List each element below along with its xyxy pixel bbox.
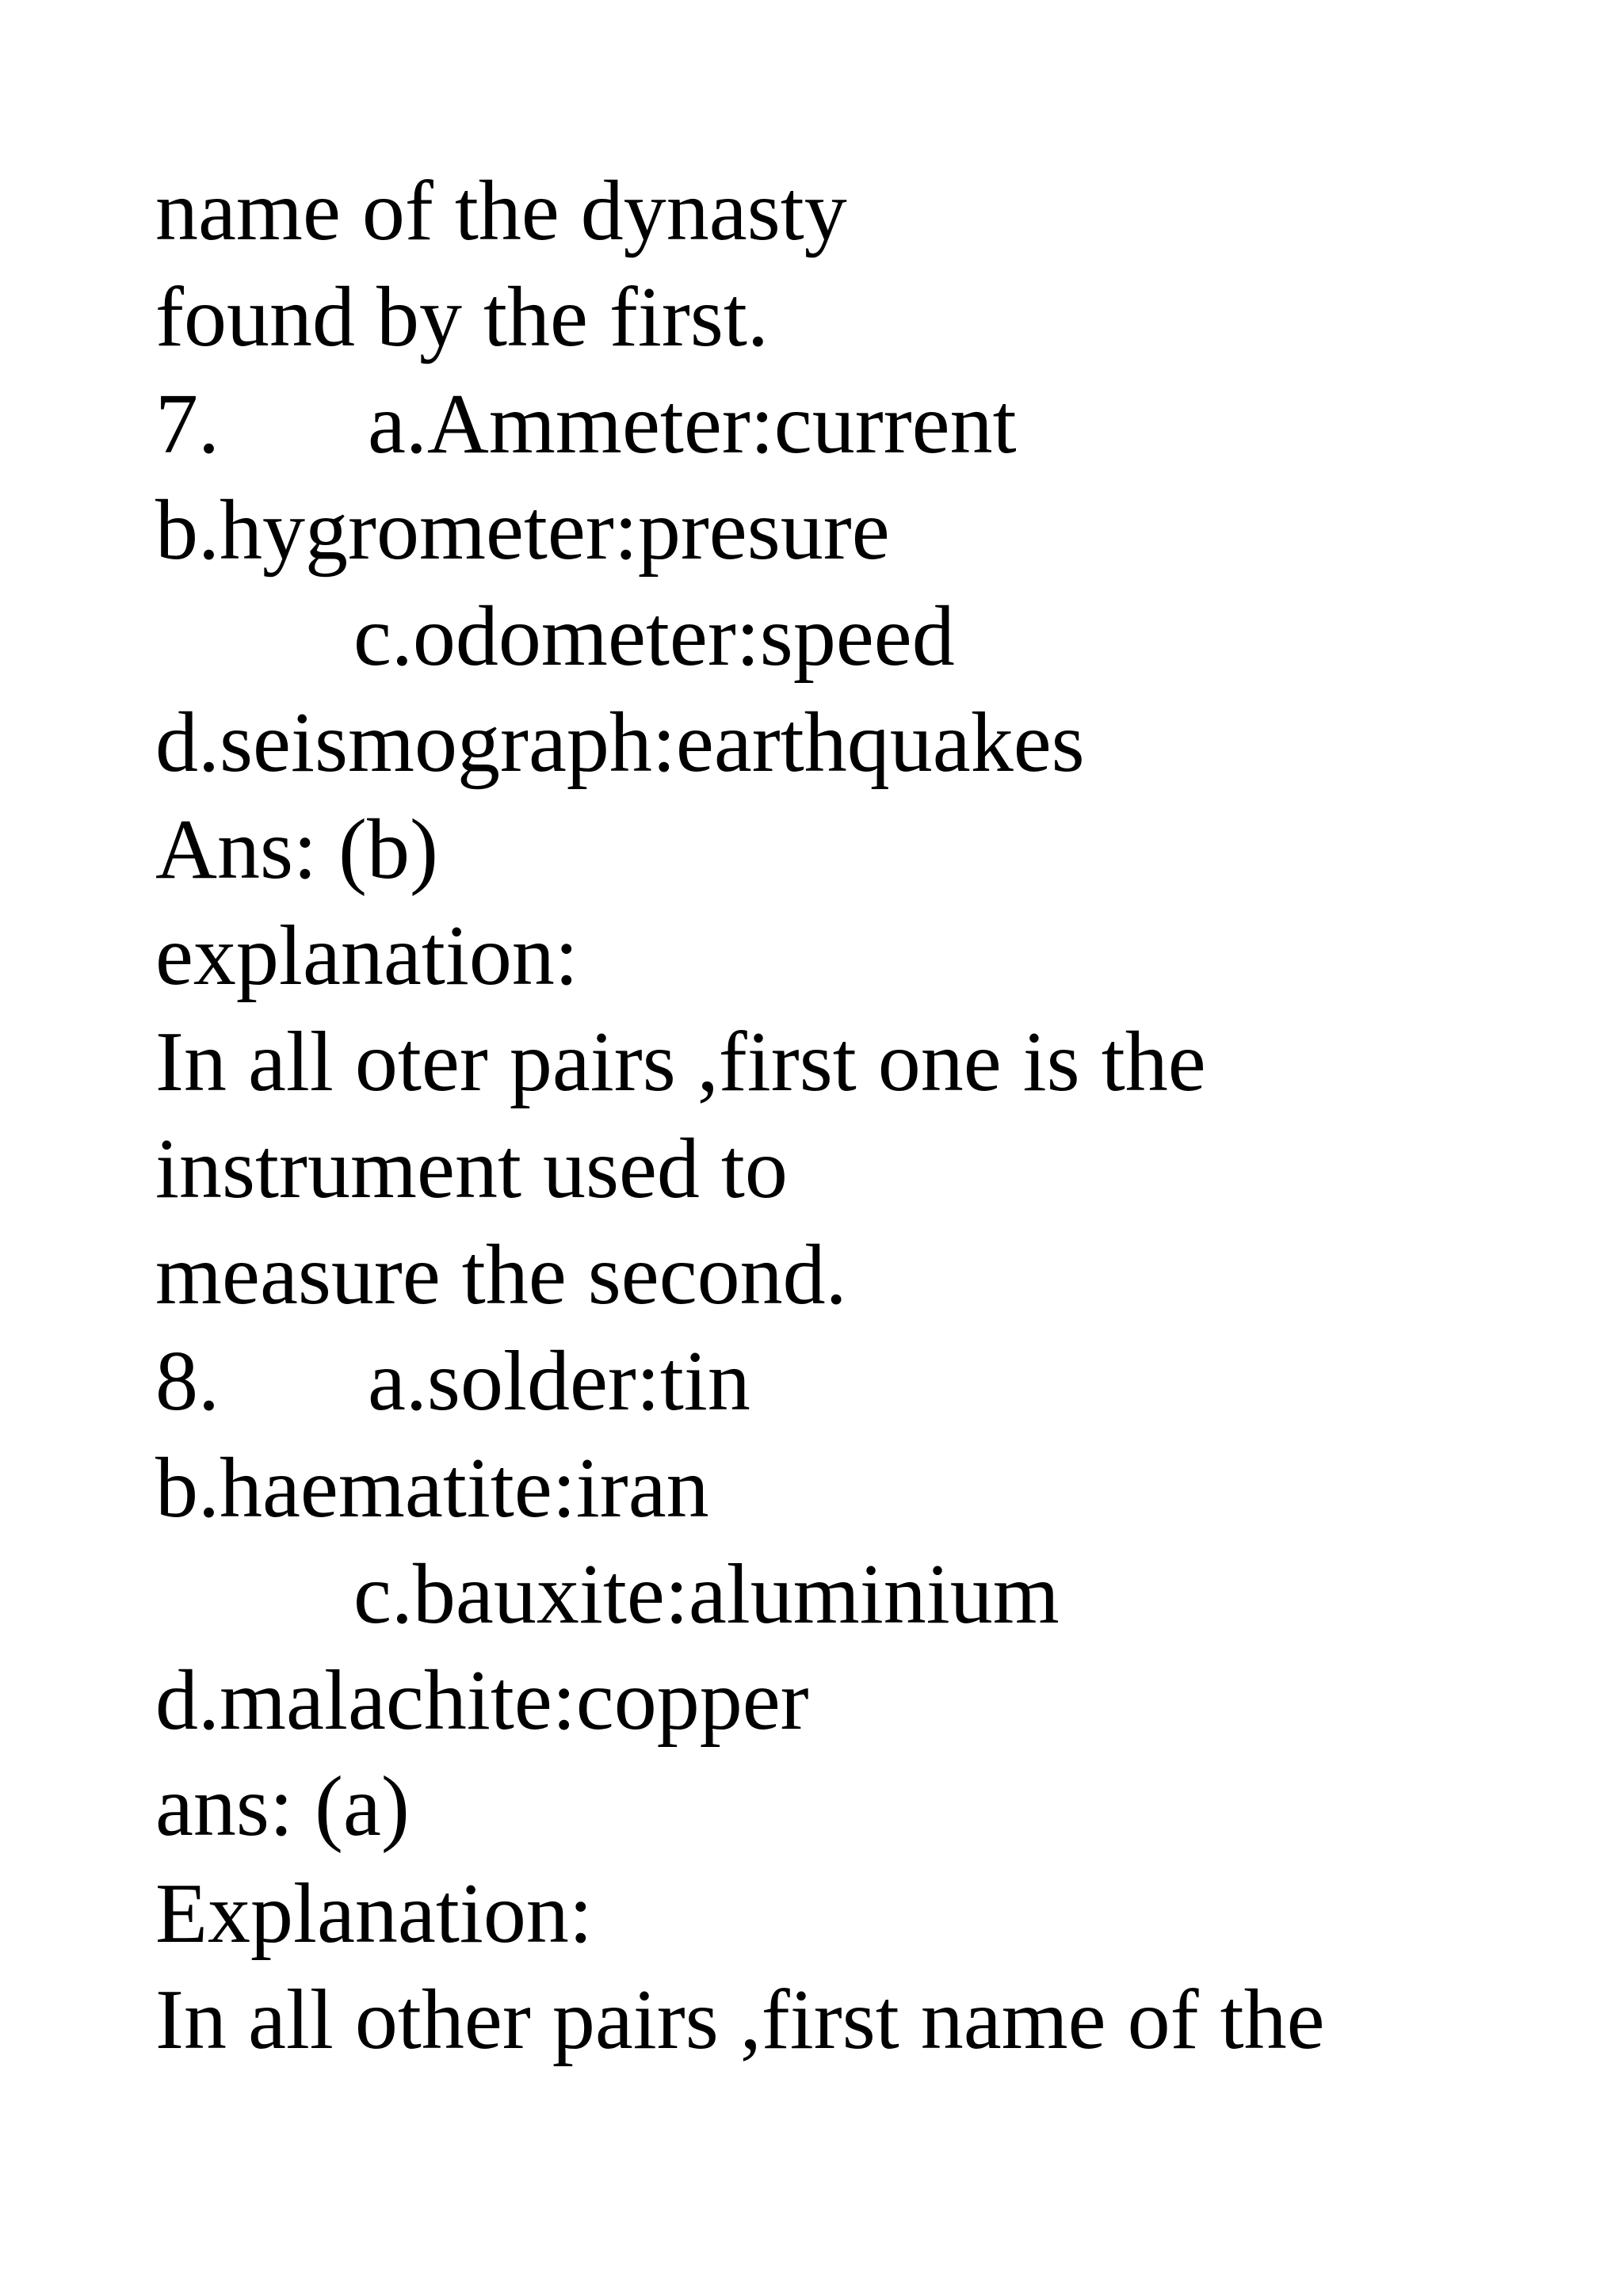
- question-7-answer: Ans: (b): [155, 802, 438, 897]
- explanation-text: instrument used to: [155, 1121, 788, 1216]
- question-number: 8.: [155, 1334, 220, 1429]
- explanation-heading: Explanation:: [155, 1866, 593, 1961]
- text-line: found by the first.: [155, 270, 769, 365]
- question-7-option-b: b.hygrometer:presure: [155, 482, 890, 578]
- explanation-heading: explanation:: [155, 909, 579, 1004]
- explanation-text: In all oter pairs ,first one is the: [155, 1015, 1206, 1110]
- question-7-option-a: [155, 372, 1582, 478]
- text-line: name of the dynasty: [155, 164, 847, 258]
- question-8-answer: ans: (a): [155, 1760, 410, 1855]
- option-text: a.Ammeter:current: [368, 376, 1017, 471]
- explanation-text: measure the second.: [155, 1227, 847, 1322]
- question-8-option-d: d.malachite:copper: [155, 1653, 809, 1749]
- document-body: [155, 158, 1582, 2073]
- question-7-option-c: [155, 584, 1582, 690]
- option-text: c.odometer:speed: [353, 589, 955, 685]
- question-8-option-a: [155, 1329, 1582, 1435]
- option-text: a.solder:tin: [368, 1334, 750, 1429]
- question-8-option-c: [155, 1542, 1582, 1648]
- question-number: 7.: [155, 376, 220, 471]
- explanation-text: In all other pairs ,first name of the: [155, 1973, 1325, 2068]
- question-8-option-b: b.haematite:iran: [155, 1440, 709, 1535]
- question-7-option-d: d.seismograph:earthquakes: [155, 696, 1085, 791]
- option-text: c.bauxite:aluminium: [353, 1547, 1060, 1642]
